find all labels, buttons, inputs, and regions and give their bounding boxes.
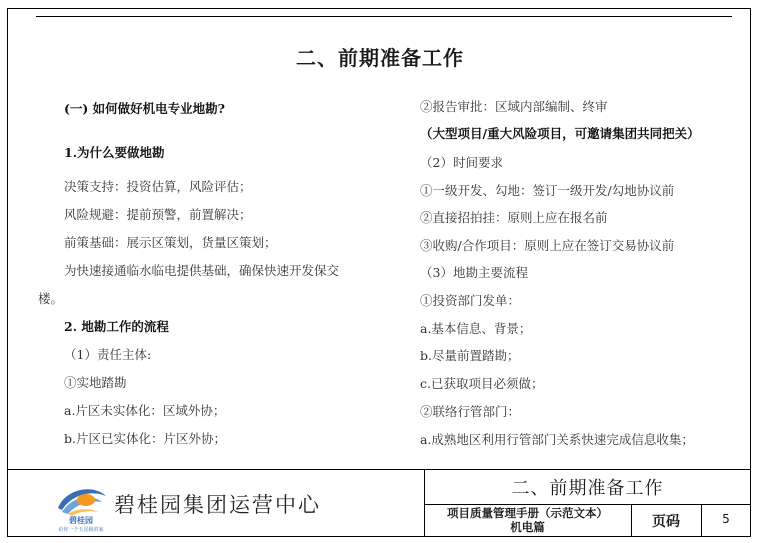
left-line-9: ①实地踏勘 (64, 375, 127, 390)
left-line-3: 风险规避：提前预警，前置解决； (64, 207, 252, 222)
left-line-7: 2. 地勘工作的流程 (64, 319, 169, 334)
left-line-11: b.片区已实体化：片区外协； (64, 431, 226, 446)
right-line-1: （大型项目/重大风险项目，可邀请集团共同把关） (420, 126, 700, 141)
left-line-8: （1）责任主体: (64, 347, 152, 362)
right-line-11: ②联络行管部门： (420, 404, 521, 419)
right-line-12: a.成熟地区利用行管部门关系快速完成信息收集； (420, 432, 694, 447)
page-title: 二、前期准备工作 (296, 46, 464, 70)
left-line-1: 1.为什么要做地勘 (64, 145, 165, 160)
right-line-9: b.尽量前置踏勘； (420, 348, 520, 363)
left-line-10: a.片区未实体化：区域外协； (64, 403, 226, 418)
manual-name (424, 506, 631, 534)
page-number: 5 (722, 512, 730, 526)
footer-section-title: 二、前期准备工作 (511, 478, 664, 499)
manual-name-line2: 机电篇 (510, 520, 545, 534)
page-label: 页码 (652, 514, 680, 530)
right-line-0: ②报告审批：区域内部编制、终审 (420, 99, 608, 114)
logo-tagline: 给你一个五星级的家 (58, 527, 104, 533)
right-line-5: ③收购/合作项目：原则上应在签订交易协议前 (420, 238, 675, 253)
right-line-8: a.基本信息、背景； (420, 321, 532, 336)
right-line-6: （3）地勘主要流程 (420, 265, 528, 280)
logo-brand-text: 碧桂园 (69, 516, 93, 525)
company-name: 碧桂园集团运营中心 (114, 493, 321, 517)
left-line-4: 前策基础：展示区策划，货量区策划； (64, 235, 277, 250)
logo-caption (52, 515, 110, 533)
right-line-2: （2）时间要求 (420, 155, 503, 170)
manual-name-line1: 项目质量管理手册（示范文本） (447, 506, 608, 520)
right-line-10: c.已获取项目必须做； (420, 376, 544, 391)
right-line-7: ①投资部门发单： (420, 293, 521, 308)
top-rule (36, 16, 732, 17)
right-line-4: ②直接招拍挂：原则上应在报名前 (420, 210, 608, 225)
left-line-5: 为快速接通临水临电提供基础，确保快速开发保交 (64, 263, 340, 278)
left-line-0: (一) 如何做好机电专业地勘? (64, 101, 226, 116)
right-line-3: ①一级开发、勾地：签订一级开发/勾地协议前 (420, 183, 675, 198)
left-line-6: 楼。 (38, 291, 64, 306)
left-line-2: 决策支持：投资估算，风险评估； (64, 179, 252, 194)
